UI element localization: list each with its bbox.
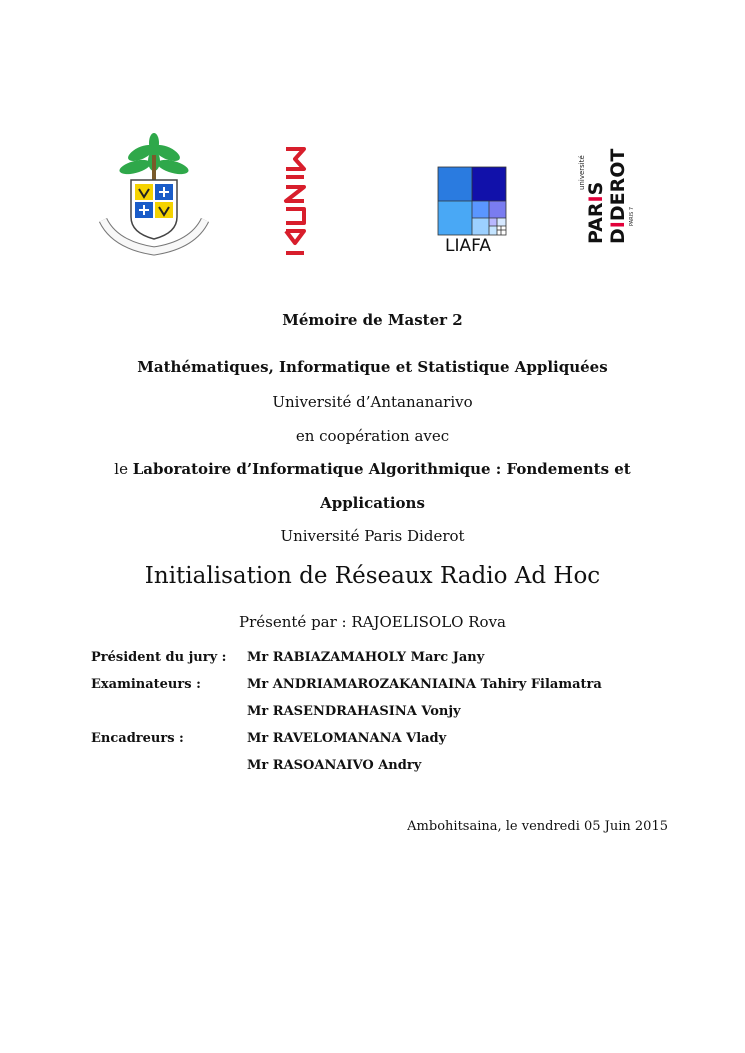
lab-name-line1: [0, 460, 745, 478]
university-antananarivo: Université d’Antananarivo: [272, 393, 473, 411]
university-paris-diderot: Université Paris Diderot: [280, 527, 465, 545]
jury-examiner-2: Mr RASENDRAHASINA Vonjy: [247, 704, 461, 719]
presented-by: Présenté par : RAJOELISOLO Rova: [239, 613, 506, 631]
jury-examiners-label: Examinateurs :: [91, 677, 201, 692]
place-date: Ambohitsaina, le vendredi 05 Juin 2015: [407, 819, 668, 834]
misa-logo: [282, 145, 308, 257]
diderot-word: DIDEROT: [607, 148, 629, 244]
lab-prefix: le: [114, 460, 128, 478]
antananarivo-logo: [95, 125, 213, 260]
jury-president-label: Président du jury :: [91, 650, 227, 665]
liafa-logo: [437, 166, 509, 258]
logo-row: [0, 110, 745, 270]
jury-president-name: Mr RABIAZAMAHOLY Marc Jany: [247, 650, 485, 665]
cooperation-text: en coopération avec: [295, 427, 450, 445]
degree-label: Mémoire de Master 2: [282, 311, 463, 329]
paris-word: PARIS: [585, 181, 607, 244]
jury-supervisor-2: Mr RASOANAIVO Andry: [247, 758, 422, 773]
paris-diderot-logo: [576, 114, 636, 248]
program-name: Mathématiques, Informatique et Statistique Appliquées: [137, 358, 608, 376]
jury-supervisors-label: Encadreurs :: [91, 731, 184, 746]
thesis-title: Initialisation de Réseaux Radio Ad Hoc: [144, 563, 601, 589]
lab-name: Laboratoire d’Informatique Algorithmique : Fondements et: [132, 460, 631, 478]
jury-examiner-1: Mr ANDRIAMAROZAKANIAINA Tahiry Filamatra: [247, 677, 602, 692]
jury-supervisor-1: Mr RAVELOMANANA Vlady: [247, 731, 447, 746]
liafa-label: LIAFA: [445, 236, 491, 256]
universite-word: université: [578, 155, 586, 190]
paris7-word: PARIS 7: [629, 206, 635, 226]
lab-name-line2: Applications: [320, 494, 425, 512]
